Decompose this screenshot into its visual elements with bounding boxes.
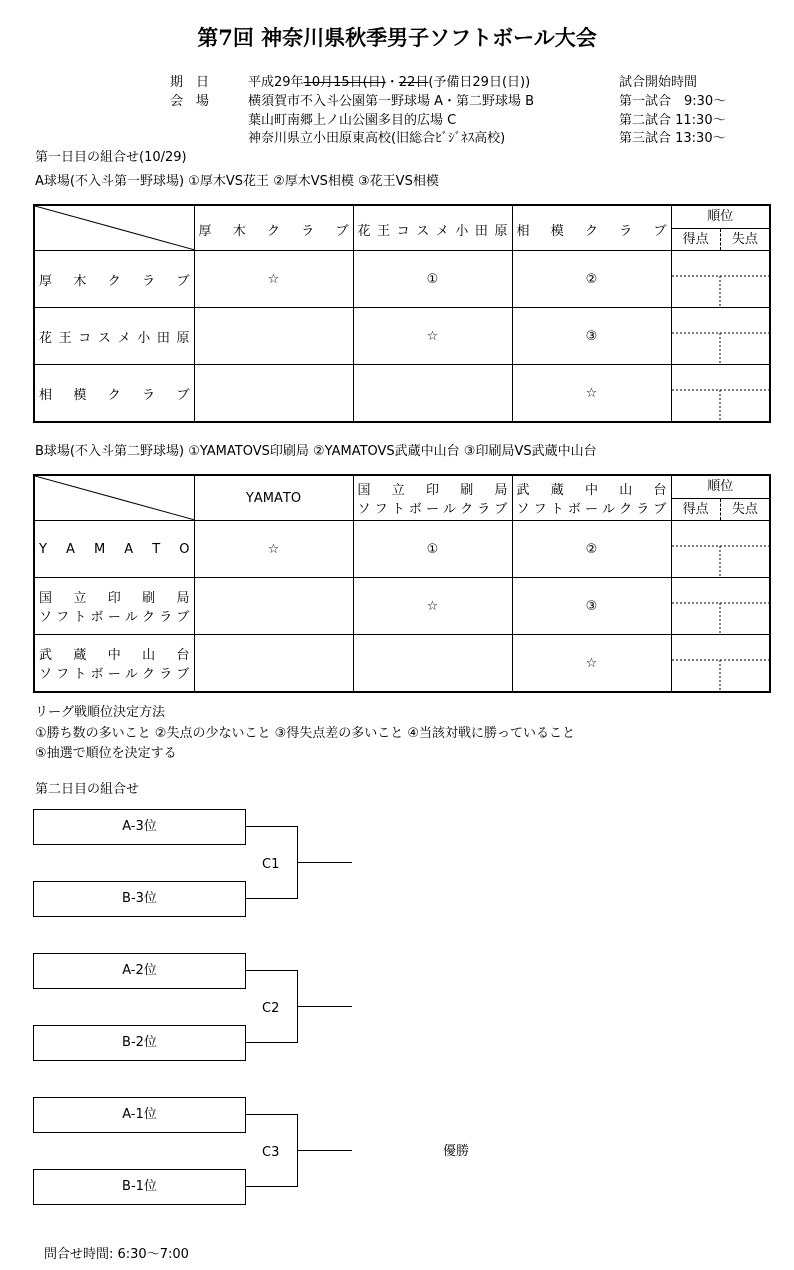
bracket-label: C3	[262, 1145, 280, 1160]
lost-label: 失点	[731, 502, 758, 517]
venue-line-1: 横須賀市不入斗公園第一野球場 A・第二野球場 B	[248, 94, 535, 109]
page-title: 第7回 神奈川県秋季男子ソフトボール大会	[197, 25, 597, 50]
date-suffix: (予備日29日(日))	[428, 75, 531, 90]
row-name-a-1: 厚 木 ク ラ ブ	[39, 273, 190, 289]
row-name-b-3-line1: 武 蔵 中 山 台	[39, 648, 190, 663]
league-method-line1: ①勝ち数の多いこと ②失点の少ないこと ③得失点差の多いこと ④当該対戦に勝っていること	[35, 726, 576, 741]
match-cell: ③	[512, 578, 671, 635]
col-header	[353, 205, 512, 251]
match-cell	[194, 308, 353, 365]
rank-label: 順位	[707, 479, 734, 494]
rank-cell	[671, 578, 770, 635]
row-name-b-2-line1: 国 立 印 刷 局	[39, 591, 190, 606]
inquiry-hours: 問合せ時間: 6:30〜7:00	[44, 1247, 189, 1262]
corner-cell	[34, 205, 194, 251]
match-cell: ①	[353, 521, 512, 578]
row-header	[34, 521, 194, 578]
table-row	[34, 251, 770, 308]
col-header	[194, 205, 353, 251]
col-header-b-3-line2: ソ フ ト ボ ー ル ク ラ ブ	[516, 502, 667, 517]
row-header	[34, 578, 194, 635]
col-header-a-2: 花 王 コ ス メ 小 田 原	[357, 224, 508, 239]
champion-label: 優勝	[443, 1144, 470, 1159]
match-cell	[194, 635, 353, 693]
row-name-b-3-line2: ソ フ ト ボ ー ル ク ラ ブ	[39, 667, 190, 682]
col-header-b-2-line1: 国 立 印 刷 局	[357, 483, 508, 498]
day2-heading: 第二日目の組合せ	[35, 782, 140, 797]
row-header	[34, 308, 194, 365]
score-label: 得点	[672, 229, 721, 250]
bracket-slot: B-3位	[33, 881, 246, 917]
col-header	[194, 475, 353, 521]
bracket-slot: B-1位	[33, 1169, 246, 1205]
rank-label: 順位	[707, 209, 734, 224]
bracket-label: C1	[262, 857, 280, 872]
col-header	[512, 475, 671, 521]
bracket-slot: A-1位	[33, 1097, 246, 1133]
match-cell	[194, 365, 353, 423]
rank-header	[671, 475, 770, 521]
table-row	[34, 521, 770, 578]
bracket-slot: A-3位	[33, 809, 246, 845]
day1-heading: 第一日目の組合せ(10/29)	[35, 150, 187, 165]
match-cell: ☆	[512, 365, 671, 423]
match-cell	[353, 365, 512, 423]
col-header-a-1: 厚 木 ク ラ ブ	[198, 224, 349, 239]
league-table-a	[33, 204, 771, 423]
table-row	[34, 365, 770, 423]
match-cell: ②	[512, 251, 671, 308]
rank-cell	[671, 365, 770, 423]
row-header	[34, 251, 194, 308]
match-cell	[194, 578, 353, 635]
col-header	[512, 205, 671, 251]
col-header	[353, 475, 512, 521]
date-prefix: 平成29年	[248, 75, 304, 90]
rank-cell	[671, 308, 770, 365]
match-cell: ☆	[194, 251, 353, 308]
venue-line-3: 神奈川県立小田原東高校(旧総合ﾋﾞｼﾞﾈｽ高校)	[248, 131, 506, 146]
row-name-b-1: Y A M A T O	[39, 541, 190, 557]
date-value	[248, 73, 530, 92]
field-b-heading: B球場(不入斗第二野球場) ①YAMATOVS印刷局 ②YAMATOVS武蔵中山台 ③印刷局VS武蔵中山台	[35, 444, 597, 459]
rank-cell	[671, 521, 770, 578]
table-row	[34, 578, 770, 635]
bracket-label: C2	[262, 1001, 280, 1016]
col-header-b-1: Y A M A T O	[245, 490, 302, 506]
date-label: 期 日	[170, 75, 210, 90]
match-cell: ☆	[194, 521, 353, 578]
row-name-a-3: 相 模 ク ラ ブ	[39, 387, 190, 403]
col-header-a-3: 相 模 ク ラ ブ	[516, 224, 667, 239]
row-name-b-2-line2: ソ フ ト ボ ー ル ク ラ ブ	[39, 610, 190, 625]
date-struck: 10月15日(日)	[303, 75, 386, 90]
match-cell: ①	[353, 251, 512, 308]
start-time-3: 第三試合 13:30〜	[619, 131, 726, 146]
start-time-1: 第一試合 9:30〜	[619, 94, 727, 109]
score-label: 得点	[672, 499, 721, 520]
match-cell: ☆	[512, 635, 671, 693]
row-name-a-2: 花 王 コ ス メ 小 田 原	[39, 330, 190, 346]
venue-line-2: 葉山町南郷上ノ山公園多目的広場 C	[248, 113, 457, 128]
match-cell: ☆	[353, 578, 512, 635]
rank-header	[671, 205, 770, 251]
table-row	[34, 308, 770, 365]
row-header	[34, 635, 194, 693]
match-cell	[353, 635, 512, 693]
match-cell: ☆	[353, 308, 512, 365]
bracket-slot: A-2位	[33, 953, 246, 989]
league-method-line2: ⑤抽選で順位を決定する	[35, 746, 177, 761]
venue-label: 会 場	[170, 94, 210, 109]
date-struck2: 22日	[398, 75, 429, 90]
col-header-b-3-line1: 武 蔵 中 山 台	[516, 483, 667, 498]
table-row	[34, 635, 770, 693]
diagonal-line	[35, 476, 194, 520]
lost-label: 失点	[731, 232, 758, 247]
league-table-b	[33, 474, 771, 693]
rank-cell	[671, 635, 770, 693]
row-header	[34, 365, 194, 423]
match-cell: ②	[512, 521, 671, 578]
start-time-2: 第二試合 11:30〜	[619, 113, 726, 128]
corner-cell	[34, 475, 194, 521]
col-header-b-2-line2: ソ フ ト ボ ー ル ク ラ ブ	[357, 502, 508, 517]
diagonal-line	[35, 206, 194, 250]
date-sep: ・	[385, 75, 399, 90]
bracket-slot: B-2位	[33, 1025, 246, 1061]
league-method-heading: リーグ戦順位決定方法	[35, 705, 166, 720]
match-cell: ③	[512, 308, 671, 365]
start-time-label: 試合開始時間	[619, 75, 698, 90]
field-a-heading: A球場(不入斗第一野球場) ①厚木VS花王 ②厚木VS相模 ③花王VS相模	[35, 174, 439, 189]
rank-cell	[671, 251, 770, 308]
